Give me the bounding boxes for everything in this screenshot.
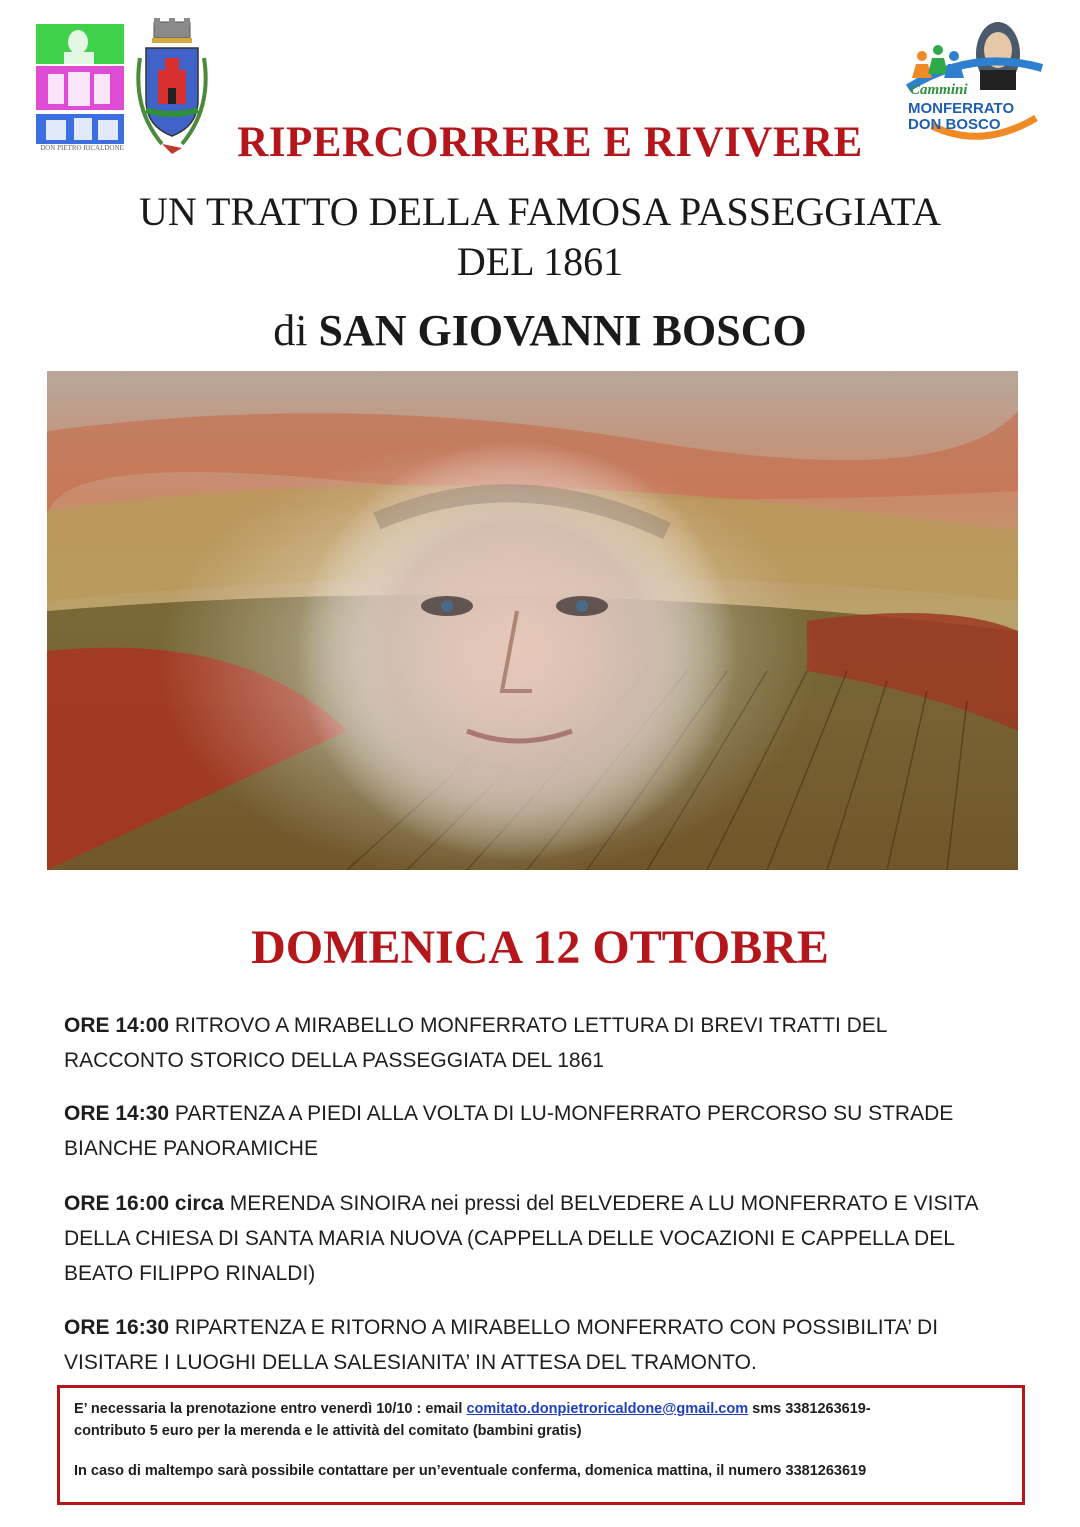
booking-text [74, 1398, 1008, 1442]
weather-text: In caso di maltempo sarà possibile contattare per un’eventuale conferma, domenica mattina, il numero 3381263619 [74, 1463, 867, 1479]
don-bosco-vineyard-image [47, 371, 1018, 870]
schedule-text: RITROVO A MIRABELLO MONFERRATO LETTURA DI BREVI TRATTI DEL RACCONTO STORICO DELLA PASSEGGIATA DEL 1861 [64, 1014, 887, 1072]
schedule-text: MERENDA SINOIRA nei pressi del BELVEDERE A LU MONFERRATO E VISITA DELLA CHIESA DI SANTA MARIA NUOVA (CAPPELLA DELLE VOCAZIONI E CAPPELLA DEL BEATO FILIPPO RINALDI) [64, 1192, 978, 1285]
cammini-monferrato-text: MONFERRATO [908, 100, 1015, 117]
schedule-time: ORE 14:00 [64, 1014, 170, 1037]
booking-info-box [57, 1385, 1025, 1505]
schedule-item [64, 1096, 1004, 1166]
schedule-text: RIPARTENZA E RITORNO A MIRABELLO MONFERRATO CON POSSIBILITA’ DI VISITARE I LUOGHI DELLA SALESIANITA’ IN ATTESA DEL TRAMONTO. [64, 1316, 939, 1374]
subtitle-line-2: DEL 1861 [456, 239, 624, 284]
schedule-item [64, 1008, 1004, 1078]
saint-name: SAN GIOVANNI BOSCO [318, 306, 807, 355]
subtitle-line-1: UN TRATTO DELLA FAMOSA PASSEGGIATA [138, 189, 942, 234]
cammini-monferrato-don-bosco-logo [902, 8, 1046, 158]
schedule-time: ORE 16:00 circa [64, 1192, 224, 1215]
main-title: RIPERCORRERE E RIVIVERE [237, 119, 863, 166]
event-date: DOMENICA 12 OTTOBRE [251, 921, 829, 974]
don-pietro-ricaldone-logo [34, 22, 130, 152]
logo-caption: DON PIETRO RICALDONE [40, 144, 124, 152]
schedule-time: ORE 16:30 [64, 1316, 170, 1339]
schedule-time: ORE 14:30 [64, 1102, 170, 1125]
schedule-text: PARTENZA A PIEDI ALLA VOLTA DI LU-MONFERRATO PERCORSO SU STRADE BIANCHE PANORAMICHE [64, 1102, 954, 1160]
booking-prefix: E’ necessaria la prenotazione entro venerdì 10/10 : email [74, 1401, 467, 1417]
cammini-script-text: Cammini [910, 82, 968, 98]
booking-sms: sms 3381263619- [748, 1401, 871, 1417]
schedule-item [64, 1310, 1004, 1380]
email-link[interactable]: comitato.donpietroricaldone@gmail.com [466, 1401, 749, 1417]
schedule-item [64, 1186, 1004, 1291]
subtitle-prefix: di [273, 306, 319, 355]
contribution-text: contributo 5 euro per la merenda e le attività del comitato (bambini gratis) [74, 1423, 582, 1439]
cammini-don-bosco-text: DON BOSCO [908, 116, 1001, 133]
subtitle-line-3 [60, 305, 1020, 356]
